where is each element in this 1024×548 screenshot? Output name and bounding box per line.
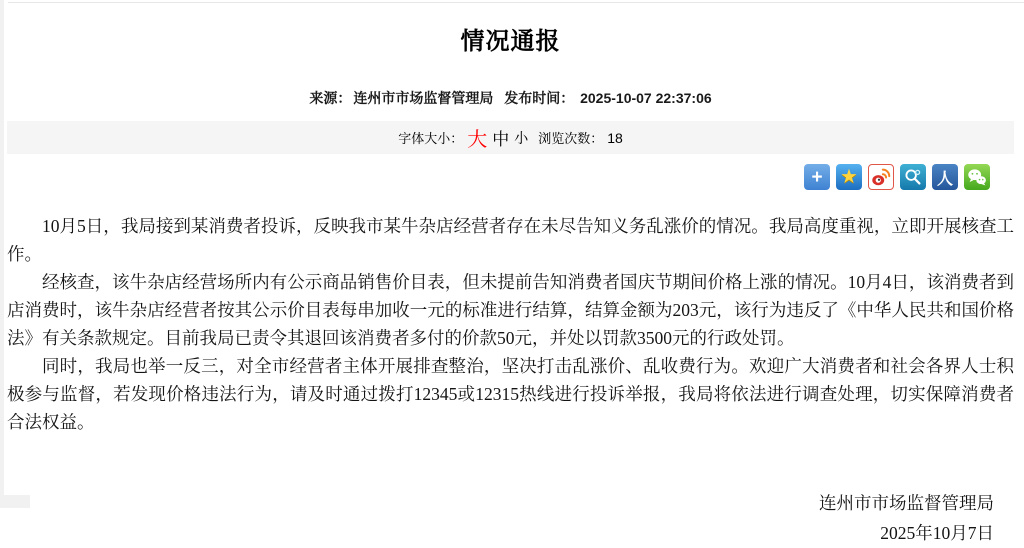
wechat-share-icon[interactable] [964, 164, 990, 190]
share-toolbar [7, 164, 1014, 190]
article-paragraph: 10月5日，我局接到某消费者投诉，反映我市某牛杂店经营者存在未尽告知义务乱涨价的情况。我局高度重视，立即开展核查工作。 [7, 216, 1014, 264]
publish-time-value: 2025-10-07 22:37:06 [580, 90, 712, 106]
sina-weibo-eye-glyph [870, 166, 892, 188]
source-label: 来源： [309, 90, 352, 106]
publish-time-label: 发布时间： [504, 90, 575, 106]
font-size-medium-button[interactable]: 中 [492, 130, 510, 149]
page-title: 情况通报 [460, 28, 561, 55]
qq-bookmarks-share-icon[interactable] [900, 164, 926, 190]
sina-weibo-share-icon[interactable] [868, 164, 894, 190]
view-count-label: 浏览次数： [538, 131, 604, 146]
magnifier-glyph [902, 166, 924, 188]
article-paragraph: 经核查，该牛杂店经营场所内有公示商品销售价目表，但未提前告知消费者国庆节期间价格上涨的情况。10月4日，该消费者到店消费时，该牛杂店经营者按其公示价目表每串加收一元的标准进行结算，结算金额为203元，该行为违反了《中华人民共和国价格法》有关条款规定。目前我局已责令其退回该消费者多付的价款50元，并处以罚款3500元的行政处罚。 [7, 272, 1014, 348]
renren-share-icon[interactable]: 人 [932, 164, 958, 190]
signature-block [7, 488, 1014, 548]
font-size-bar [7, 121, 1014, 154]
signature-org: 连州市市场监督管理局 [819, 493, 994, 513]
article-body [7, 212, 1014, 436]
page-left-gutter [0, 0, 4, 508]
content-area [7, 0, 1014, 548]
source-value: 连州市市场监督管理局 [353, 90, 494, 106]
article-paragraph: 同时，我局也举一反三，对全市经营者主体开展排查整治，坚决打击乱涨价、乱收费行为。欢迎广大消费者和社会各界人士积极参与监督，若发现价格违法行为，请及时通过拨打12345或12315热线进行投诉举报，我局将依法进行调查处理，切实保障消费者合法权益。 [7, 356, 1014, 432]
signature-date: 2025年10月7日 [880, 523, 994, 543]
share-more-icon[interactable]: + [804, 164, 830, 190]
qzone-share-icon[interactable]: ★ [836, 164, 862, 190]
wechat-bubbles-glyph [966, 166, 988, 188]
font-size-small-button[interactable]: 小 [514, 129, 529, 146]
font-size-label: 字体大小： [398, 131, 464, 146]
font-size-large-button[interactable]: 大 [467, 129, 488, 151]
article-meta [7, 90, 1014, 106]
view-count-value: 18 [607, 129, 623, 146]
